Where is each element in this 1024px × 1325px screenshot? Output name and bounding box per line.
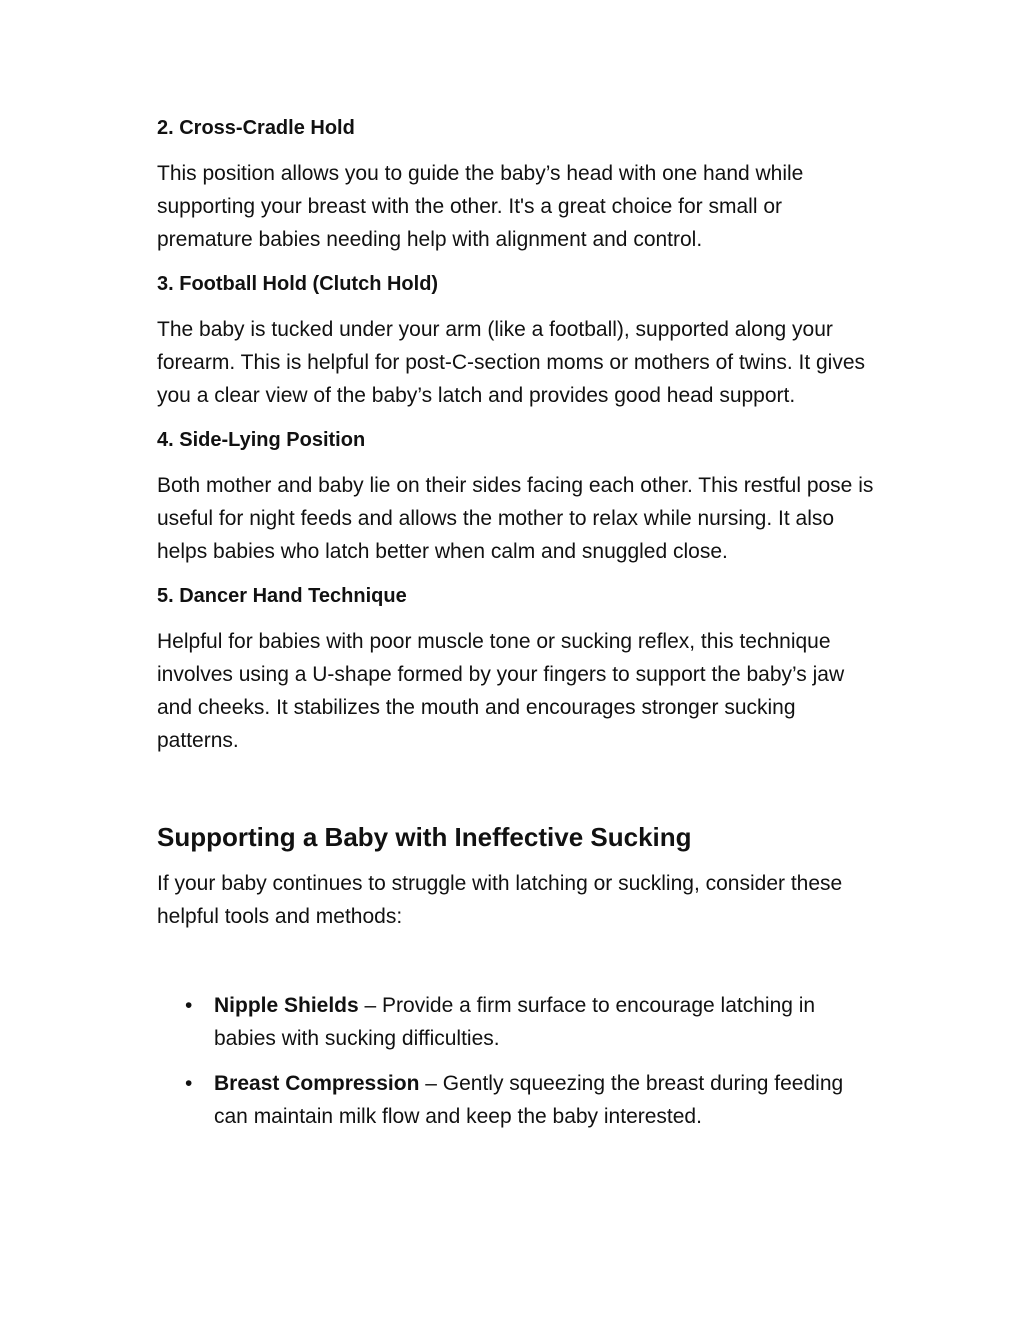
list-item-text: – Gently squeezing the breast during feeding can maintain milk flow and keep the baby interested. — [214, 1072, 844, 1128]
bullet-icon: • — [185, 994, 193, 1017]
list-item — [157, 989, 877, 1055]
section-cross-cradle — [157, 112, 877, 256]
list-item — [157, 1067, 877, 1133]
section-body: Both mother and baby lie on their sides facing each other. This restful pose is useful for night feeds and allows the mother to relax while nursing. It also helps babies who latch better when calm and snuggled close. — [157, 474, 874, 563]
support-intro: If your baby continues to struggle with latching or suckling, consider these helpful tools and methods: — [157, 872, 843, 928]
section-football-hold — [157, 268, 877, 412]
section-heading: 5. Dancer Hand Technique — [157, 585, 407, 607]
section-dancer-hand — [157, 580, 877, 757]
section-body: The baby is tucked under your arm (like a football), supported along your forearm. This is helpful for post-C-section moms or mothers of twins. It gives you a clear view of the baby’s latch and provides good head support. — [157, 318, 866, 407]
list-item-text: – Provide a firm surface to encourage latching in babies with sucking difficulties. — [214, 994, 816, 1050]
list-item-term: Nipple Shields — [214, 994, 359, 1017]
support-tools-list — [157, 989, 877, 1133]
section-body: Helpful for babies with poor muscle tone or sucking reflex, this technique involves using a U-shape formed by your fingers to support the baby’s jaw and cheeks. It stabilizes the mouth and encourages stronger sucking patterns. — [157, 630, 845, 752]
section-body: This position allows you to guide the baby’s head with one hand while supporting your breast with the other. It's a great choice for small or premature babies needing help with alignment and control. — [157, 162, 804, 251]
section-side-lying — [157, 424, 877, 568]
list-item-term: Breast Compression — [214, 1072, 420, 1095]
document-page — [157, 112, 877, 1145]
section-heading: 3. Football Hold (Clutch Hold) — [157, 273, 439, 295]
support-section-title: Supporting a Baby with Ineffective Sucking — [157, 822, 692, 852]
section-heading: 4. Side-Lying Position — [157, 429, 366, 451]
section-heading: 2. Cross-Cradle Hold — [157, 117, 355, 139]
bullet-icon: • — [185, 1072, 193, 1095]
